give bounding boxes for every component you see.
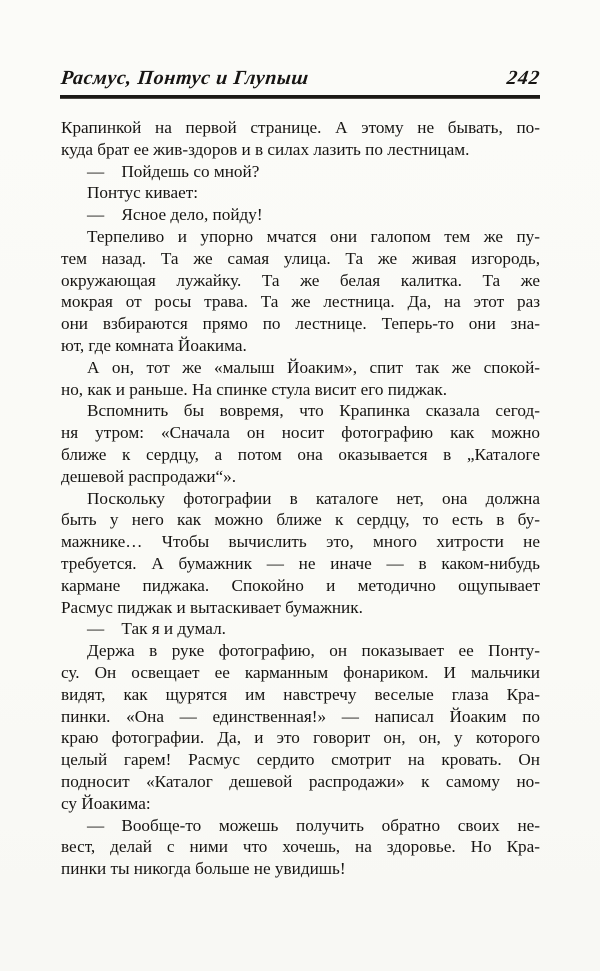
text-line: ближе к сердцу, а потом она оказывается в „Каталоге xyxy=(61,444,540,464)
text-line: дешевой распродажи“». xyxy=(61,466,237,486)
text-line: быть у него как можно ближе к сердцу, то есть в бу- xyxy=(61,510,540,530)
text-line: Расмус пиджак и вытаскивает бумажник. xyxy=(61,597,363,617)
text-line: — Так я и думал. xyxy=(87,619,226,639)
text-line: А он, тот же «малыш Йоаким», спит так же спокой- xyxy=(87,357,540,377)
text-line: — Вообще-то можешь получить обратно своих не- xyxy=(87,815,540,835)
running-head xyxy=(61,60,540,90)
text-line: Держа в руке фотографию, он показывает ее Понту- xyxy=(87,641,540,661)
text-line: они взбираются прямо по лестнице. Теперь-то они зна- xyxy=(61,314,540,334)
text-line: кармане пиджака. Спокойно и методично ощупывает xyxy=(61,575,540,595)
text-line: ют, где комната Йоакима. xyxy=(61,335,247,355)
text-line: Понтус кивает: xyxy=(87,183,198,203)
page-number: 242 xyxy=(505,67,542,89)
text-line: Поскольку фотографии в каталоге нет, она должна xyxy=(87,488,540,508)
header-rule xyxy=(60,95,540,99)
text-line: су. Он освещает ее карманным фонариком. И мальчики xyxy=(61,662,540,682)
text-line: окружающая лужайку. Та же белая калитка. Та же xyxy=(61,270,540,290)
text-line: су Йоакима: xyxy=(61,793,151,813)
text-line: видят, как щурятся им навстречу веселые глаза Кра- xyxy=(61,684,540,704)
text-line: Вспомнить бы вовремя, что Крапинка сказала сегод- xyxy=(87,401,540,421)
text-line: но, как и раньше. На спинке стула висит его пиджак. xyxy=(61,379,448,399)
running-title: Расмус, Понтус и Глупыш xyxy=(59,67,310,89)
text-line: мажнике… Чтобы вычислить это, много хитрости не xyxy=(61,532,540,552)
text-line: — Ясное дело, пойду! xyxy=(87,205,263,225)
text-line: вест, делай с ними что хочешь, на здоровье. Но Кра- xyxy=(61,837,540,857)
text-line: подносит «Каталог дешевой распродажи» к самому но- xyxy=(61,771,540,791)
text-line: куда брат ее жив-здоров и в силах лазить по лестницам. xyxy=(61,139,470,159)
text-line: пинки. «Она — единственная!» — написал Йоаким по xyxy=(61,706,540,726)
text-line: целый гарем! Расмус сердито смотрит на кровать. Он xyxy=(61,750,540,770)
text-line: тем назад. Та же самая улица. Та же живая изгородь, xyxy=(61,248,540,268)
text-line: мокрая от росы трава. Та же лестница. Да, на этот раз xyxy=(61,292,540,312)
text-line: Крапинкой на первой странице. А этому не бывать, по- xyxy=(61,118,540,137)
text-line: — Пойдешь со мной? xyxy=(87,161,260,181)
body-text xyxy=(61,117,540,880)
text-line: ня утром: «Сначала он носит фотографию как можно xyxy=(61,423,540,443)
text-line: требуется. А бумажник — не иначе — в каком-нибудь xyxy=(61,553,540,573)
text-line: пинки ты никогда больше не увидишь! xyxy=(61,859,346,879)
text-line: краю фотографии. Да, и это говорит он, он, у которого xyxy=(61,728,540,748)
text-line: Терпеливо и упорно мчатся они галопом тем же пу- xyxy=(87,226,540,246)
